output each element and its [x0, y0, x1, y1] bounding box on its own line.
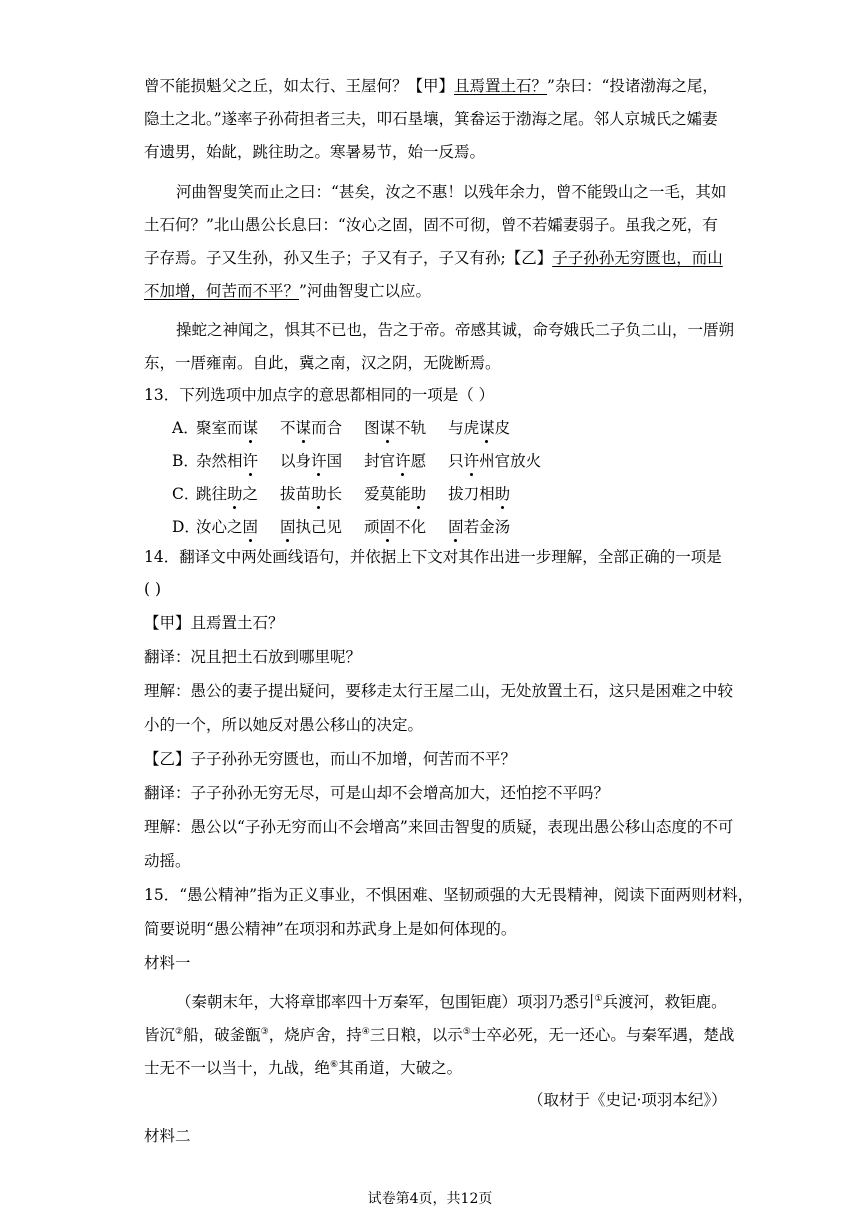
- question-14-stem: ( ): [144, 580, 162, 598]
- passage-line: 东，一厝雍南。自此，冀之南，汉之阴，无陇断焉。: [144, 354, 501, 372]
- yi-understanding: 动摇。: [144, 852, 191, 870]
- jia-sentence: 【甲】且焉置土石？: [144, 614, 284, 632]
- dotted-character: 助: [227, 485, 243, 503]
- passage-line: [144, 76, 718, 96]
- passage-line: 土石何？”北山愚公长息曰：“汝心之固，固不可彻，曾不若孀妻弱子。虽我之死，有: [144, 216, 718, 234]
- dotted-character: 固: [280, 518, 296, 536]
- material-text: （秦朝末年，大将章邯率四十万秦军，包围钜鹿）项羽乃悉引: [176, 993, 595, 1011]
- footnote-marker: ①: [594, 993, 603, 1004]
- passage-text: ”杂曰：“投诸渤海之尾，: [547, 77, 718, 95]
- jia-translation: 翻译：况且把土石放到哪里呢？: [144, 648, 362, 666]
- dotted-character: 固: [242, 518, 259, 536]
- material-1-line: [176, 992, 727, 1012]
- underlined-sentence-yi: 子子孙孙无穷匮也，而山: [552, 249, 723, 267]
- underlined-sentence-yi: 不加增，何苦而不平？: [144, 282, 300, 300]
- dotted-character: 谋: [295, 419, 312, 437]
- dotted-character: 谋: [242, 419, 259, 437]
- dotted-character: 助: [410, 485, 427, 503]
- material-text: 士无不一以当十，九战，绝: [144, 1059, 331, 1077]
- material-text: ，烧庐舍，持: [268, 1026, 362, 1044]
- dotted-character: 许: [463, 452, 480, 470]
- passage-line: [144, 248, 723, 268]
- footnote-marker: ⑥: [330, 1059, 339, 1070]
- option-phrase: 汝心之固: [196, 518, 259, 536]
- material-text: 三日粮，以示: [369, 1026, 463, 1044]
- option-phrase: 聚室而谋: [196, 419, 259, 437]
- question-13-option: [172, 484, 532, 504]
- footnote-marker: ③: [260, 1026, 269, 1037]
- dotted-character: 固: [448, 518, 464, 536]
- footnote-marker: ④: [361, 1026, 370, 1037]
- option-phrase: 跳往助之: [196, 485, 259, 503]
- option-phrase: 图谋不轨: [364, 419, 427, 437]
- dotted-character: 助: [494, 485, 511, 503]
- option-phrase: 拔苗助长: [280, 485, 343, 503]
- yi-translation: 翻译：子子孙孙无穷无尽，可是山却不会增高加大，还怕挖不平吗？: [144, 784, 610, 802]
- passage-text: ”河曲智叟亡以应。: [299, 282, 431, 300]
- option-phrase: 爱莫能助: [364, 485, 427, 503]
- page-footer: 试卷第4页，共12页: [367, 1191, 493, 1207]
- option-phrase: 杂然相许: [196, 452, 259, 470]
- dotted-character: 固: [379, 518, 396, 536]
- question-15-stem: 简要说明“愚公精神”在项羽和苏武身上是如何体现的。: [144, 920, 517, 938]
- option-label: B．: [172, 452, 199, 470]
- question-14-stem: 14．翻译文中两处画线语句，并依据上下文对其作出进一步理解，全部正确的一项是: [144, 548, 722, 566]
- footnote-marker: ②: [175, 1026, 184, 1037]
- passage-text: 曾不能损魁父之丘，如太行、王屋何？【甲】: [144, 77, 455, 95]
- option-phrase: 顽固不化: [364, 518, 427, 536]
- dotted-character: 助: [311, 485, 327, 503]
- option-phrase: 与虎谋皮: [448, 419, 511, 437]
- material-text: 士卒必死，无一还心。与秦军遇，楚战: [470, 1026, 735, 1044]
- dotted-character: 许: [242, 452, 259, 470]
- option-label: A．: [172, 419, 199, 437]
- option-phrase: 以身许国: [280, 452, 343, 470]
- option-label: C．: [172, 485, 200, 503]
- option-phrase: 不谋而合: [280, 419, 343, 437]
- dotted-character: 许: [395, 452, 411, 470]
- material-text: 兵渡河，救钜鹿。: [602, 993, 727, 1011]
- option-phrase: 固执己见: [280, 518, 343, 536]
- passage-text: 子存焉。子又生孙，孙又生子；子又有子，子又有孙;【乙】: [144, 249, 553, 267]
- dotted-character: 许: [311, 452, 327, 470]
- option-phrase: 拔刀相助: [448, 485, 511, 503]
- passage-line: 有遗男，始龀，跳往助之。寒暑易节，始一反焉。: [144, 143, 486, 161]
- material-2-title: 材料二: [144, 1127, 191, 1145]
- material-1-source: （取材于《史记·项羽本纪》）: [528, 1091, 727, 1109]
- passage-line: 操蛇之神闻之，惧其不已也，告之于帝。帝感其诚，命夸娥氏二子负二山，一厝朔: [176, 321, 735, 339]
- question-13-option: [172, 451, 563, 471]
- question-13-stem: 13．下列选项中加点字的意思都相同的一项是（ ）: [144, 386, 495, 404]
- question-13-option: [172, 418, 532, 438]
- option-phrase: 固若金汤: [448, 518, 511, 536]
- material-1-line: [144, 1058, 462, 1078]
- material-text: 其甬道，大破之。: [338, 1059, 463, 1077]
- passage-line: 隐土之北。”遂率子孙荷担者三夫，叩石垦壤，箕畚运于渤海之尾。邻人京城氏之孀妻: [144, 110, 718, 128]
- material-1-line: [144, 1025, 734, 1045]
- question-15-stem: 15．“愚公精神”指为正义事业，不惧困难、坚韧顽强的大无畏精神，阅读下面两则材料，: [144, 886, 754, 904]
- jia-understanding: 小的一个，所以她反对愚公移山的决定。: [144, 716, 424, 734]
- option-label: D．: [172, 518, 200, 536]
- dotted-character: 谋: [379, 419, 396, 437]
- material-1-title: 材料一: [144, 954, 191, 972]
- material-text: 船，破釜甑: [183, 1026, 261, 1044]
- dotted-character: 谋: [479, 419, 495, 437]
- yi-sentence: 【乙】子子孙孙无穷匮也，而山不加增，何苦而不平？: [144, 750, 517, 768]
- yi-understanding: 理解：愚公以“子孙无穷而山不会增高”来回击智叟的质疑，表现出愚公移山态度的不可: [144, 818, 734, 836]
- option-phrase: 只许州官放火: [448, 452, 542, 470]
- passage-line: [144, 281, 431, 301]
- underlined-sentence-jia: 且焉置土石？: [454, 77, 548, 95]
- material-text: 皆沉: [144, 1026, 176, 1044]
- passage-line: 河曲智叟笑而止之曰：“甚矣，汝之不惠！以残年余力，曾不能毁山之一毛，其如: [176, 183, 727, 201]
- option-phrase: 封官许愿: [364, 452, 427, 470]
- footnote-marker: ⑤: [462, 1026, 471, 1037]
- jia-understanding: 理解：愚公的妻子提出疑问，要移走太行王屋二山，无处放置土石，这只是困难之中较: [144, 682, 734, 700]
- question-13-option: [172, 517, 532, 537]
